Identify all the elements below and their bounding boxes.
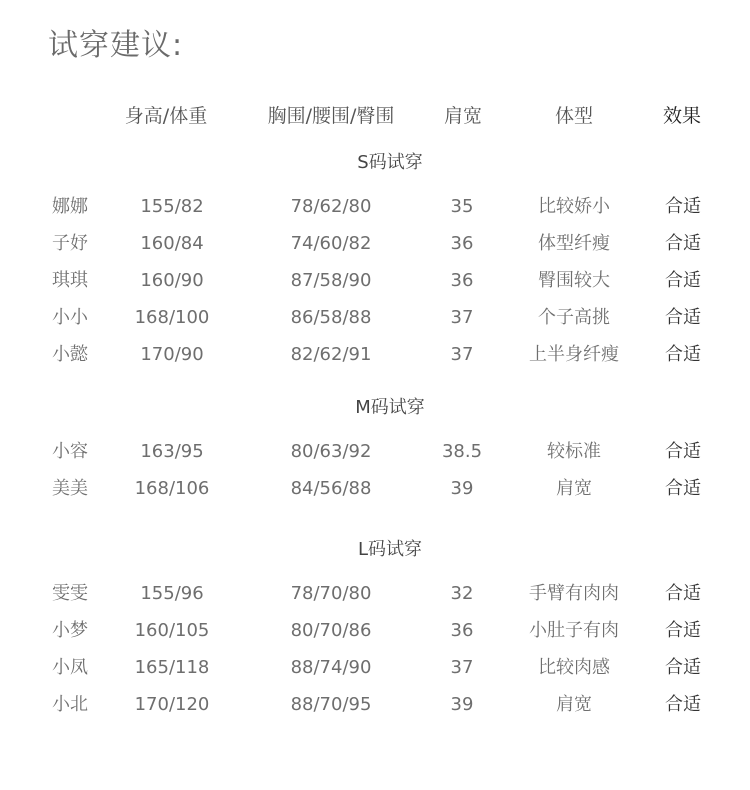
height-weight-cell: 155/96 <box>140 583 204 604</box>
header-measurements: 胸围/腰围/臀围 <box>267 105 395 127</box>
height-weight-cell: 170/120 <box>134 694 210 715</box>
body-type-cell: 肩宽 <box>556 694 592 715</box>
model-name-cell: 小凤 <box>52 657 88 678</box>
effect-cell: 合适 <box>665 344 701 365</box>
shoulder-width-cell: 36 <box>450 620 474 641</box>
body-type-cell: 上半身纤瘦 <box>529 344 619 365</box>
shoulder-width-cell: 37 <box>450 657 474 678</box>
effect-cell: 合适 <box>665 270 701 291</box>
effect-cell: 合适 <box>665 478 701 499</box>
size-section-label: S码试穿 <box>357 152 423 173</box>
height-weight-cell: 160/90 <box>140 270 204 291</box>
height-weight-cell: 160/84 <box>140 233 204 254</box>
body-type-cell: 臀围较大 <box>538 270 610 291</box>
header-shoulder-width: 肩宽 <box>443 105 483 127</box>
body-type-cell: 体型纤瘦 <box>538 233 610 254</box>
shoulder-width-cell: 35 <box>450 196 474 217</box>
model-name-cell: 小小 <box>52 307 88 328</box>
model-name-cell: 美美 <box>52 478 88 499</box>
header-height-weight: 身高/体重 <box>124 105 208 127</box>
model-name-cell: 小梦 <box>52 620 88 641</box>
body-type-cell: 比较肉感 <box>538 657 610 678</box>
body-type-cell: 手臂有肉肉 <box>529 583 619 604</box>
body-type-cell: 较标准 <box>547 441 601 462</box>
header-body-type: 体型 <box>554 105 594 127</box>
effect-cell: 合适 <box>665 196 701 217</box>
model-name-cell: 小北 <box>52 694 88 715</box>
height-weight-cell: 160/105 <box>134 620 210 641</box>
size-section-label: M码试穿 <box>355 397 425 418</box>
shoulder-width-cell: 37 <box>450 344 474 365</box>
measurements-cell: 78/70/80 <box>290 583 372 604</box>
shoulder-width-cell: 36 <box>450 270 474 291</box>
body-type-cell: 小肚子有肉 <box>529 620 619 641</box>
height-weight-cell: 168/106 <box>134 478 210 499</box>
measurements-cell: 78/62/80 <box>290 196 372 217</box>
model-name-cell: 子妤 <box>52 233 88 254</box>
measurements-cell: 84/56/88 <box>290 478 372 499</box>
model-name-cell: 小容 <box>52 441 88 462</box>
effect-cell: 合适 <box>665 441 701 462</box>
height-weight-cell: 163/95 <box>140 441 204 462</box>
shoulder-width-cell: 37 <box>450 307 474 328</box>
height-weight-cell: 168/100 <box>134 307 210 328</box>
effect-cell: 合适 <box>665 307 701 328</box>
measurements-cell: 87/58/90 <box>290 270 372 291</box>
measurements-cell: 74/60/82 <box>290 233 372 254</box>
shoulder-width-cell: 39 <box>450 694 474 715</box>
measurements-cell: 88/70/95 <box>290 694 372 715</box>
effect-cell: 合适 <box>665 583 701 604</box>
effect-cell: 合适 <box>665 620 701 641</box>
model-name-cell: 小懿 <box>52 344 88 365</box>
height-weight-cell: 155/82 <box>140 196 204 217</box>
size-section-label: L码试穿 <box>357 539 423 560</box>
page-title: 试穿建议: <box>48 28 184 63</box>
shoulder-width-cell: 36 <box>450 233 474 254</box>
header-effect: 效果 <box>662 105 702 127</box>
shoulder-width-cell: 38.5 <box>441 441 483 462</box>
body-type-cell: 比较娇小 <box>538 196 610 217</box>
body-type-cell: 个子高挑 <box>538 307 610 328</box>
measurements-cell: 86/58/88 <box>290 307 372 328</box>
shoulder-width-cell: 32 <box>450 583 474 604</box>
body-type-cell: 肩宽 <box>556 478 592 499</box>
model-name-cell: 娜娜 <box>52 196 88 217</box>
effect-cell: 合适 <box>665 233 701 254</box>
effect-cell: 合适 <box>665 694 701 715</box>
shoulder-width-cell: 39 <box>450 478 474 499</box>
height-weight-cell: 165/118 <box>134 657 210 678</box>
effect-cell: 合适 <box>665 657 701 678</box>
measurements-cell: 82/62/91 <box>290 344 372 365</box>
measurements-cell: 80/63/92 <box>290 441 372 462</box>
height-weight-cell: 170/90 <box>140 344 204 365</box>
model-name-cell: 雯雯 <box>52 583 88 604</box>
measurements-cell: 80/70/86 <box>290 620 372 641</box>
model-name-cell: 琪琪 <box>52 270 88 291</box>
measurements-cell: 88/74/90 <box>290 657 372 678</box>
